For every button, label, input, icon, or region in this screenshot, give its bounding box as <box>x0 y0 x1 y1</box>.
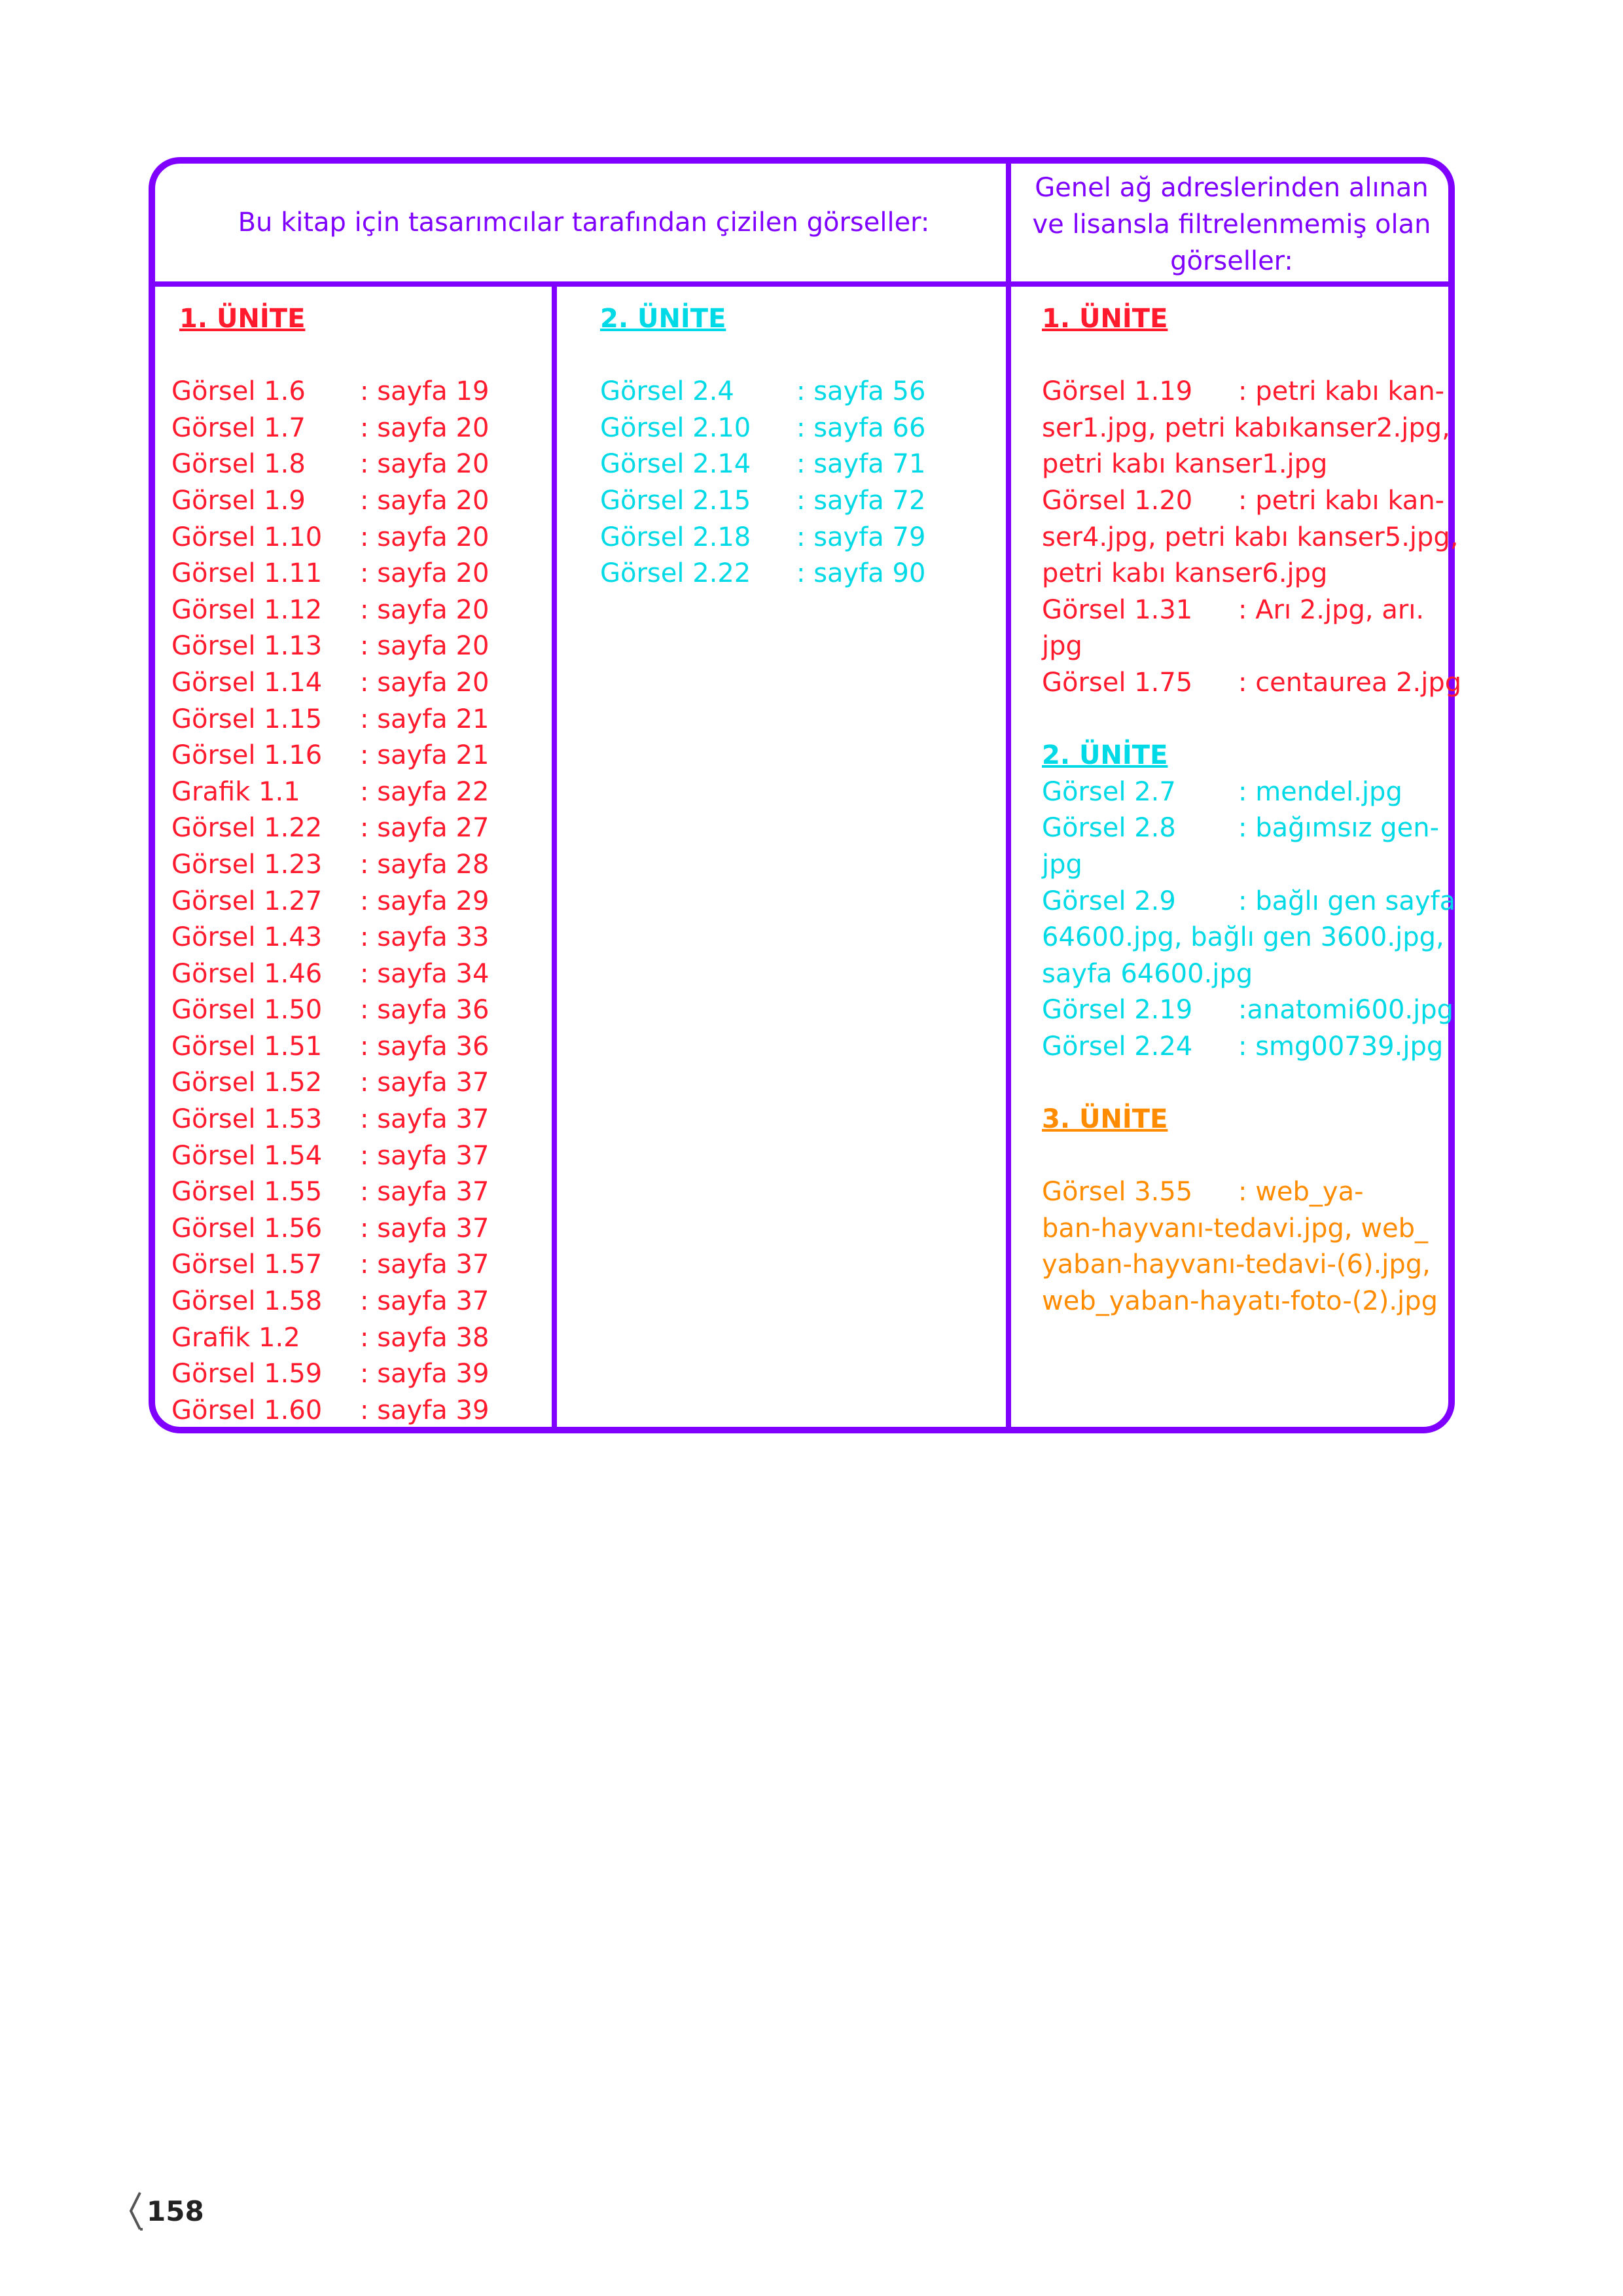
page-corner-chevron-icon <box>128 2191 143 2231</box>
page-ref: : sayfa 37 <box>360 1286 490 1317</box>
source-list <box>1042 1174 1448 1319</box>
image-label: Görsel 1.50 <box>171 995 323 1026</box>
page-ref: : sayfa 39 <box>360 1359 490 1390</box>
list-item <box>171 483 548 520</box>
page-ref: : sayfa 37 <box>360 1249 490 1280</box>
source-line <box>1042 774 1448 811</box>
image-label: Görsel 1.51 <box>171 1031 323 1062</box>
image-label: Görsel 1.16 <box>171 740 323 771</box>
page-number-text: 158 <box>147 2195 204 2227</box>
page-ref: : sayfa 20 <box>360 485 490 516</box>
image-label: Görsel 1.14 <box>171 667 323 698</box>
unit-heading: 2. ÜNİTE <box>600 304 726 334</box>
page-ref: : sayfa 20 <box>360 558 490 589</box>
page-ref: : sayfa 37 <box>360 1140 490 1171</box>
page-ref: : sayfa 36 <box>360 995 490 1026</box>
list-item <box>600 483 993 520</box>
source-text: petri kabı kanser6.jpg <box>1042 558 1328 589</box>
header-right-line: Genel ağ adreslerinden alınan <box>1035 172 1429 203</box>
page-number <box>128 2190 204 2232</box>
column-divider-1 <box>552 281 557 1427</box>
image-label: Görsel 1.6 <box>171 376 306 407</box>
image-label: Görsel 1.54 <box>171 1140 323 1171</box>
list-item <box>171 374 548 410</box>
list-item <box>171 847 548 884</box>
image-label: Görsel 1.46 <box>171 958 323 989</box>
page-ref: : sayfa 37 <box>360 1067 490 1098</box>
page-ref: : sayfa 27 <box>360 813 490 844</box>
list-item <box>171 992 548 1029</box>
list-item <box>171 956 548 993</box>
page-ref: : sayfa 66 <box>796 412 926 443</box>
page-ref: : sayfa 37 <box>360 1213 490 1244</box>
image-label: Görsel 2.4 <box>600 376 734 407</box>
source-text: : petri kabı kan- <box>1238 485 1445 516</box>
source-text: yaban-hayvanı-tedavi-(6).jpg, <box>1042 1249 1431 1280</box>
list-item <box>171 1393 548 1429</box>
image-label: Görsel 2.15 <box>600 485 751 516</box>
image-label: Görsel 1.23 <box>171 849 323 880</box>
image-label: Görsel 1.11 <box>171 558 323 589</box>
source-text: : web_ya- <box>1238 1177 1364 1208</box>
page-ref: : sayfa 37 <box>360 1177 490 1208</box>
source-text: jpg <box>1042 849 1082 880</box>
list-item <box>600 374 993 410</box>
source-line <box>1042 446 1448 483</box>
image-label: Görsel 1.20 <box>1042 485 1193 516</box>
source-text: : centaurea 2.jpg <box>1238 667 1462 698</box>
list-item <box>171 738 548 774</box>
list-item <box>171 1356 548 1393</box>
list-item <box>171 920 548 956</box>
page-ref: : sayfa 22 <box>360 776 490 807</box>
source-text: :anatomi600.jpg <box>1238 995 1454 1026</box>
list-item <box>600 410 993 447</box>
list-item <box>171 1029 548 1066</box>
column-divider-2 <box>1006 164 1011 1427</box>
source-line <box>1042 1029 1448 1066</box>
source-text: ser4.jpg, petri kabı kanser5.jpg, <box>1042 522 1459 552</box>
list-item <box>171 628 548 665</box>
list-item <box>171 446 548 483</box>
source-text: ser1.jpg, petri kabıkanser2.jpg, <box>1042 412 1450 443</box>
image-label: Görsel 2.10 <box>600 412 751 443</box>
source-text: : bağlı gen sayfa <box>1238 886 1456 916</box>
source-text: ban-hayvanı-tedavi.jpg, web_ <box>1042 1213 1429 1244</box>
credits-table <box>149 157 1462 1433</box>
page-ref: : sayfa 72 <box>796 485 926 516</box>
page-ref: : sayfa 20 <box>360 412 490 443</box>
image-label: Görsel 1.52 <box>171 1067 323 1098</box>
source-line <box>1042 556 1448 592</box>
list-item <box>171 774 548 811</box>
source-line <box>1042 483 1448 520</box>
page-ref: : sayfa 20 <box>360 522 490 552</box>
source-line <box>1042 410 1448 447</box>
image-list <box>600 374 993 592</box>
source-text: sayfa 64600.jpg <box>1042 958 1253 989</box>
list-item <box>171 884 548 920</box>
source-line <box>1042 810 1448 847</box>
source-line <box>1042 992 1454 1029</box>
image-label: Grafik 1.1 <box>171 776 300 807</box>
image-label: Görsel 1.19 <box>1042 376 1193 407</box>
list-item <box>600 446 993 483</box>
page-ref: : sayfa 20 <box>360 594 490 625</box>
source-text: jpg <box>1042 631 1082 662</box>
source-line <box>1042 884 1456 920</box>
list-item <box>171 1283 548 1320</box>
list-item <box>171 1174 548 1211</box>
list-item <box>171 1102 548 1138</box>
page-ref: : sayfa 34 <box>360 958 490 989</box>
image-label: Görsel 1.15 <box>171 704 323 734</box>
image-label: Görsel 2.18 <box>600 522 751 552</box>
source-text: : petri kabı kan- <box>1238 376 1445 407</box>
image-label: Görsel 1.60 <box>171 1395 323 1426</box>
image-label: Görsel 1.8 <box>171 449 306 480</box>
page-ref: : sayfa 29 <box>360 886 490 916</box>
unit-heading: 1. ÜNİTE <box>179 304 306 334</box>
source-line <box>1042 1211 1448 1247</box>
image-label: Görsel 1.10 <box>171 522 323 552</box>
list-item <box>171 410 548 447</box>
column-unit-2 <box>600 301 993 592</box>
image-label: Grafik 1.2 <box>171 1322 300 1353</box>
list-item <box>171 702 548 738</box>
page-ref: : sayfa 37 <box>360 1104 490 1135</box>
header-web-images <box>1019 170 1444 278</box>
image-label: Görsel 1.9 <box>171 485 306 516</box>
source-line <box>1042 520 1459 556</box>
header-designer-images: Bu kitap için tasarımcılar tarafından çizilen görseller: <box>238 207 930 238</box>
image-label: Görsel 3.55 <box>1042 1177 1193 1208</box>
page-ref: : sayfa 38 <box>360 1322 490 1353</box>
image-label: Görsel 2.14 <box>600 449 751 480</box>
header-divider <box>155 281 1448 287</box>
image-label: Görsel 2.22 <box>600 558 751 589</box>
image-label: Görsel 1.56 <box>171 1213 323 1244</box>
source-line <box>1042 665 1462 702</box>
image-list <box>171 374 548 1429</box>
source-text: petri kabı kanser1.jpg <box>1042 449 1328 480</box>
source-line <box>1042 628 1448 665</box>
page-ref: : sayfa 71 <box>796 449 926 480</box>
image-label: Görsel 1.43 <box>171 922 323 953</box>
unit-heading: 2. ÜNİTE <box>1042 740 1168 771</box>
list-item <box>171 1138 548 1175</box>
source-text: : mendel.jpg <box>1238 776 1402 807</box>
unit-heading: 3. ÜNİTE <box>1042 1104 1168 1135</box>
list-item <box>171 1320 548 1357</box>
image-label: Görsel 2.24 <box>1042 1031 1193 1062</box>
header-right-line: görseller: <box>1170 245 1293 276</box>
list-item <box>171 1211 548 1247</box>
image-label: Görsel 1.13 <box>171 631 323 662</box>
page-ref: : sayfa 36 <box>360 1031 490 1062</box>
page-ref: : sayfa 21 <box>360 704 490 734</box>
image-label: Görsel 1.7 <box>171 412 306 443</box>
page-ref: : sayfa 20 <box>360 667 490 698</box>
source-list <box>1042 374 1462 701</box>
page-ref: : sayfa 79 <box>796 522 926 552</box>
column-web-sources <box>1042 301 1462 1320</box>
source-line <box>1042 374 1448 410</box>
page-ref: : sayfa 90 <box>796 558 926 589</box>
column-unit-1 <box>171 301 548 1429</box>
source-text: web_yaban-hayatı-foto-(2).jpg <box>1042 1286 1438 1317</box>
image-label: Görsel 1.57 <box>171 1249 323 1280</box>
list-item <box>171 556 548 592</box>
image-label: Görsel 1.75 <box>1042 667 1193 698</box>
page-ref: : sayfa 20 <box>360 449 490 480</box>
image-label: Görsel 1.59 <box>171 1359 323 1390</box>
source-text: : Arı 2.jpg, arı. <box>1238 594 1425 625</box>
source-line <box>1042 1283 1448 1320</box>
list-item <box>600 520 993 556</box>
page-ref: : sayfa 56 <box>796 376 926 407</box>
list-item <box>171 810 548 847</box>
source-text: : bağımsız gen- <box>1238 813 1440 844</box>
source-line <box>1042 592 1448 629</box>
source-line <box>1042 956 1448 993</box>
page-ref: : sayfa 28 <box>360 849 490 880</box>
source-line <box>1042 1247 1448 1283</box>
page-ref: : sayfa 39 <box>360 1395 490 1426</box>
page-ref: : sayfa 33 <box>360 922 490 953</box>
source-text: 64600.jpg, bağlı gen 3600.jpg, <box>1042 922 1444 953</box>
list-item <box>171 1065 548 1102</box>
list-item <box>171 665 548 702</box>
unit-heading: 1. ÜNİTE <box>1042 304 1168 334</box>
source-line <box>1042 1174 1448 1211</box>
source-line <box>1042 920 1448 956</box>
image-label: Görsel 1.55 <box>171 1177 323 1208</box>
list-item <box>171 592 548 629</box>
list-item <box>171 1247 548 1283</box>
image-label: Görsel 1.31 <box>1042 594 1193 625</box>
image-label: Görsel 2.7 <box>1042 776 1176 807</box>
header-right-line: ve lisansla filtrelenmemiş olan <box>1032 209 1431 240</box>
source-line <box>1042 847 1448 884</box>
page-ref: : sayfa 20 <box>360 631 490 662</box>
image-label: Görsel 1.27 <box>171 886 323 916</box>
image-label: Görsel 1.22 <box>171 813 323 844</box>
list-item <box>600 556 993 592</box>
source-text: : smg00739.jpg <box>1238 1031 1444 1062</box>
image-label: Görsel 2.9 <box>1042 886 1176 916</box>
image-label: Görsel 1.58 <box>171 1286 323 1317</box>
image-label: Görsel 1.53 <box>171 1104 323 1135</box>
image-label: Görsel 2.8 <box>1042 813 1176 844</box>
image-label: Görsel 1.12 <box>171 594 323 625</box>
page-ref: : sayfa 21 <box>360 740 490 771</box>
page-ref: : sayfa 19 <box>360 376 490 407</box>
list-item <box>171 520 548 556</box>
image-label: Görsel 2.19 <box>1042 995 1193 1026</box>
source-list <box>1042 774 1456 1066</box>
